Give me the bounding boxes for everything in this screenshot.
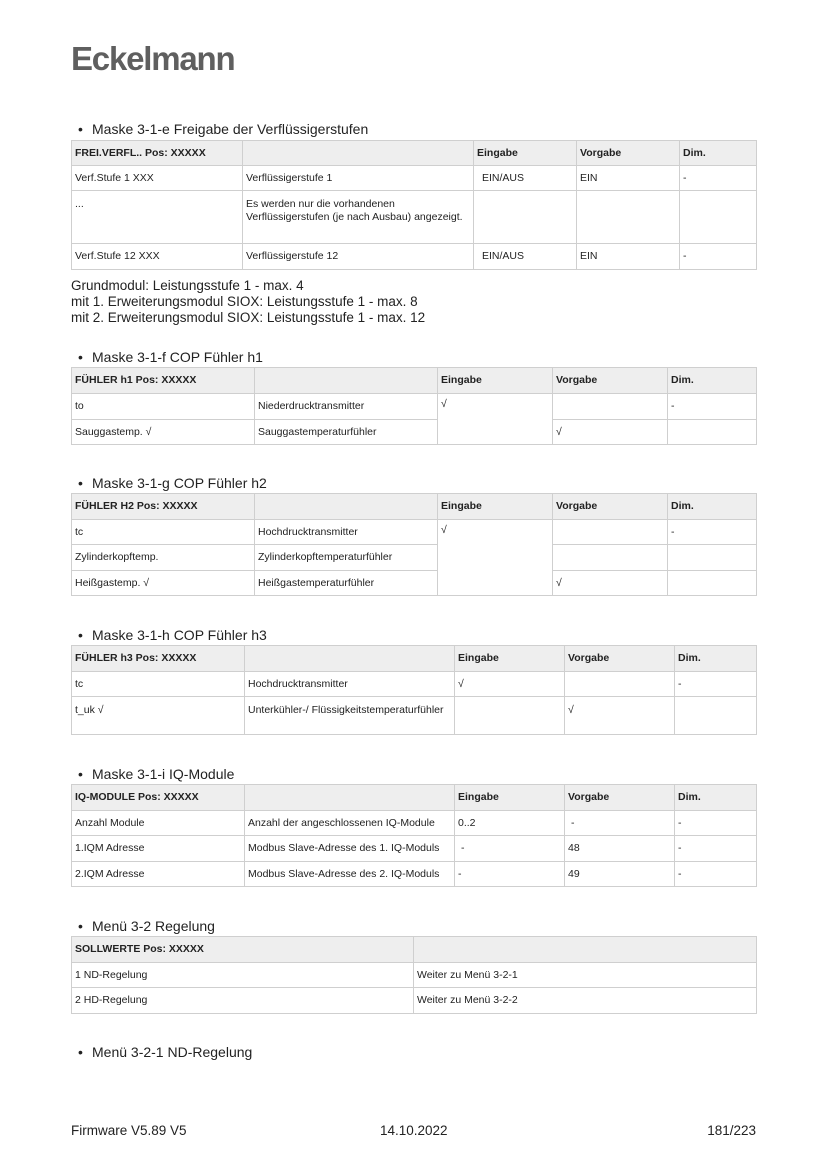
table-row (72, 672, 757, 697)
table-cell: Verflüssigerstufe 1 (243, 166, 474, 191)
bullet-icon: • (78, 121, 83, 137)
table-cell (668, 420, 757, 445)
bullet-icon: • (78, 918, 83, 934)
table-cell (565, 672, 675, 697)
table-3-1-g (71, 493, 757, 596)
table-cell: Niederdrucktransmitter (255, 394, 438, 420)
header-cell: Dim. (668, 494, 757, 520)
table-cell: - (455, 862, 565, 887)
table-row (72, 571, 757, 596)
note-line: Grundmodul: Leistungsstufe 1 - max. 4 (71, 278, 304, 293)
table-cell: Zylinderkopftemperaturfühler (255, 545, 438, 571)
header-cell (255, 368, 438, 394)
table-3-1-h (71, 645, 757, 735)
table-cell: √ (438, 394, 553, 445)
section-title-text: Maske 3-1-g COP Fühler h2 (92, 475, 267, 491)
header-cell (255, 494, 438, 520)
table-cell: 0..2 (455, 811, 565, 836)
table-row (72, 520, 757, 545)
table-cell: 2.IQM Adresse (72, 862, 245, 887)
header-cell: Dim. (675, 785, 757, 811)
header-cell: FÜHLER h1 Pos: XXXXX (72, 368, 255, 394)
table-cell: t_uk √ (72, 697, 245, 735)
table-cell: 1 ND-Regelung (72, 963, 414, 988)
table-cell (668, 571, 757, 596)
table-cell: Hochdrucktransmitter (255, 520, 438, 545)
table-cell: - (680, 244, 757, 270)
table-cell: - (565, 811, 675, 836)
table-cell: ... (72, 191, 243, 244)
table-cell: √ (455, 672, 565, 697)
bullet-icon: • (78, 475, 83, 491)
table-cell: EIN/AUS (474, 244, 577, 270)
header-cell: Vorgabe (565, 646, 675, 672)
header-cell (243, 141, 474, 166)
header-cell: Dim. (668, 368, 757, 394)
section-title-text: Maske 3-1-h COP Fühler h3 (92, 627, 267, 643)
header-cell: Vorgabe (553, 494, 668, 520)
table-cell: √ (553, 571, 668, 596)
header-cell: Eingabe (474, 141, 577, 166)
table-cell: EIN (577, 166, 680, 191)
table-cell: Anzahl der angeschlossenen IQ-Module (245, 811, 455, 836)
section-title-text: Maske 3-1-f COP Fühler h1 (92, 349, 263, 365)
section-title-3-1-e (78, 121, 368, 137)
table-3-1-f (71, 367, 757, 445)
section-title-text: Maske 3-1-i IQ-Module (92, 766, 235, 782)
table-header-row (72, 937, 757, 963)
section-title-3-1-h (78, 627, 267, 643)
table-cell: - (668, 394, 757, 420)
table-cell: Hochdrucktransmitter (245, 672, 455, 697)
table-cell: Weiter zu Menü 3-2-1 (414, 963, 757, 988)
table-cell: Zylinderkopftemp. (72, 545, 255, 571)
header-cell: Eingabe (455, 646, 565, 672)
header-cell: Dim. (675, 646, 757, 672)
header-cell: FÜHLER h3 Pos: XXXXX (72, 646, 245, 672)
table-cell: Modbus Slave-Adresse des 1. IQ-Moduls (245, 836, 455, 862)
table-cell: Weiter zu Menü 3-2-2 (414, 988, 757, 1014)
bullet-icon: • (78, 1044, 83, 1060)
table-cell (553, 394, 668, 420)
bullet-icon: • (78, 349, 83, 365)
table-row (72, 244, 757, 270)
header-cell: SOLLWERTE Pos: XXXXX (72, 937, 414, 963)
header-cell: Eingabe (438, 494, 553, 520)
table-cell (553, 545, 668, 571)
table-cell: Modbus Slave-Adresse des 2. IQ-Moduls (245, 862, 455, 887)
table-cell: √ (438, 520, 553, 596)
table-3-1-e (71, 140, 757, 270)
section-title-text: Menü 3-2-1 ND-Regelung (92, 1044, 253, 1060)
header-cell: Dim. (680, 141, 757, 166)
header-cell: Vorgabe (565, 785, 675, 811)
table-cell: - (455, 836, 565, 862)
table-cell (675, 697, 757, 735)
section-title-text: Menü 3-2 Regelung (92, 918, 215, 934)
header-cell (414, 937, 757, 963)
table-3-1-i (71, 784, 757, 887)
table-cell: Heißgastemp. √ (72, 571, 255, 596)
table-cell (553, 520, 668, 545)
table-cell (668, 545, 757, 571)
table-cell: 2 HD-Regelung (72, 988, 414, 1014)
table-cell: - (675, 836, 757, 862)
table-cell: - (675, 811, 757, 836)
table-cell: Sauggastemp. √ (72, 420, 255, 445)
table-cell (577, 191, 680, 244)
header-cell: Eingabe (438, 368, 553, 394)
footer-firmware: Firmware V5.89 V5 (71, 1123, 187, 1138)
header-cell: Eingabe (455, 785, 565, 811)
table-cell: EIN (577, 244, 680, 270)
table-cell: to (72, 394, 255, 420)
table-cell (474, 191, 577, 244)
table-cell: - (675, 672, 757, 697)
table-header-row (72, 494, 757, 520)
table-cell: √ (553, 420, 668, 445)
table-row (72, 191, 757, 244)
table-row (72, 811, 757, 836)
table-cell: Verflüssigerstufe 12 (243, 244, 474, 270)
table-cell: Verf.Stufe 1 XXX (72, 166, 243, 191)
table-cell: Sauggastemperaturfühler (255, 420, 438, 445)
table-row (72, 963, 757, 988)
bullet-icon: • (78, 627, 83, 643)
bullet-icon: • (78, 766, 83, 782)
table-3-2 (71, 936, 757, 1014)
note-line: mit 2. Erweiterungsmodul SIOX: Leistungsstufe 1 - max. 12 (71, 310, 426, 325)
table-header-row (72, 646, 757, 672)
eckelmann-logo: Eckelmann (71, 40, 235, 77)
section-title-3-1-f (78, 349, 263, 365)
table-row (72, 697, 757, 735)
section-title-text: Maske 3-1-e Freigabe der Verflüssigerstufen (92, 121, 369, 137)
table-cell: tc (72, 672, 245, 697)
header-cell: FÜHLER H2 Pos: XXXXX (72, 494, 255, 520)
header-cell (245, 785, 455, 811)
table-row (72, 420, 757, 445)
table-cell: - (675, 862, 757, 887)
table-row (72, 862, 757, 887)
table-cell: 48 (565, 836, 675, 862)
table-row (72, 836, 757, 862)
table-cell: √ (565, 697, 675, 735)
table-cell: EIN/AUS (474, 166, 577, 191)
table-cell: Unterkühler-/ Flüssigkeitstemperaturfühler (245, 697, 455, 735)
table-cell: 1.IQM Adresse (72, 836, 245, 862)
header-cell: Vorgabe (553, 368, 668, 394)
table-header-row (72, 785, 757, 811)
table-cell: Verf.Stufe 12 XXX (72, 244, 243, 270)
table-row (72, 545, 757, 571)
header-cell: FREI.VERFL.. Pos: XXXXX (72, 141, 243, 166)
table-header-row (72, 368, 757, 394)
table-cell: 49 (565, 862, 675, 887)
table-row (72, 166, 757, 191)
footer-page-number: 181/223 (707, 1123, 756, 1138)
table-cell: - (680, 166, 757, 191)
table-row (72, 394, 757, 420)
header-cell: Vorgabe (577, 141, 680, 166)
table-header-row (72, 141, 757, 166)
section-title-3-2 (78, 918, 215, 934)
table-row (72, 988, 757, 1014)
note-line: mit 1. Erweiterungsmodul SIOX: Leistungsstufe 1 - max. 8 (71, 294, 418, 309)
table-cell (455, 697, 565, 735)
section-title-3-1-g (78, 475, 267, 491)
table-cell: Anzahl Module (72, 811, 245, 836)
table-cell: Heißgastemperaturfühler (255, 571, 438, 596)
table-cell: tc (72, 520, 255, 545)
header-cell (245, 646, 455, 672)
footer-date: 14.10.2022 (380, 1123, 448, 1138)
section-title-3-1-i (78, 766, 234, 782)
module-note (71, 278, 425, 326)
table-cell (680, 191, 757, 244)
header-cell: IQ-MODULE Pos: XXXXX (72, 785, 245, 811)
table-cell: Es werden nur die vorhandenen Verflüssigerstufen (je nach Ausbau) angezeigt. (243, 191, 474, 244)
section-title-3-2-1 (78, 1044, 252, 1060)
table-cell: - (668, 520, 757, 545)
